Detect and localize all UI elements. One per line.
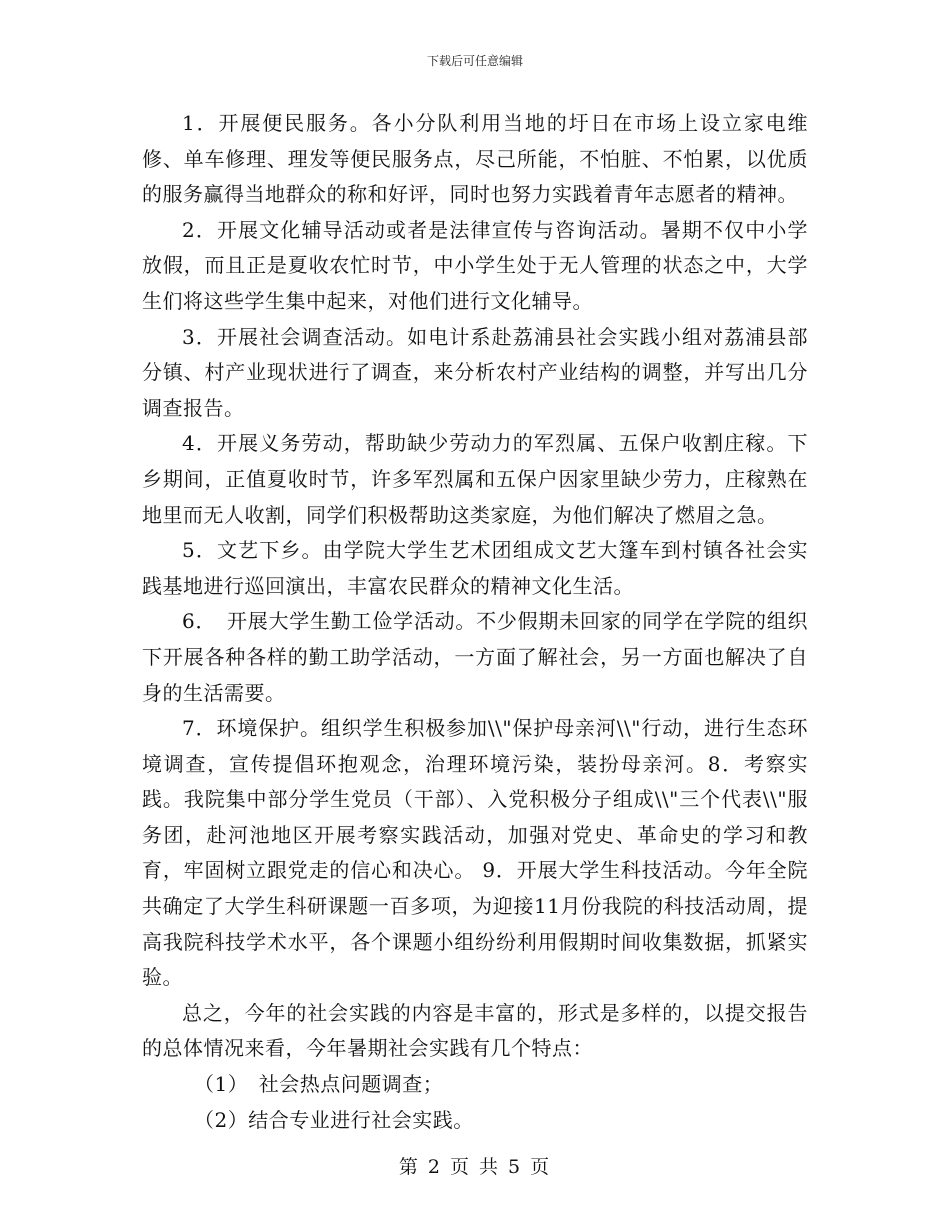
page-number-footer: 第 2 页 共 5 页 [398,1156,552,1178]
paragraph-social-survey: 3．开展社会调查活动。如电计系赴荔浦县社会实践小组对荔浦县部分镇、村产业现状进行了调查，来分析农村产业结构的调整，并写出几分调查报告。 [142,324,808,420]
paragraph-work-study: 6． 开展大学生勤工俭学活动。不少假期未回家的同学在学院的组织下开展各种各样的勤工助学活动，一方面了解社会，另一方面也解决了自身的生活需要。 [142,609,808,705]
document-body [142,106,808,1138]
paragraph-summary: 总之，今年的社会实践的内容是丰富的，形式是多样的，以提交报告的总体情况来看，今年暑期社会实践有几个特点： [142,1000,808,1061]
paragraph-arts-to-countryside: 5．文艺下乡。由学院大学生艺术团组成文艺大篷车到村镇各社会实践基地进行巡回演出，丰富农民群众的精神文化生活。 [142,538,808,598]
paragraph-convenience-service: 1．开展便民服务。各小分队利用当地的圩日在市场上设立家电维修、单车修理、理发等便民服务点，尽己所能，不怕脏、不怕累，以优质的服务赢得当地群众的称和好评，同时也努力实践着青年志愿者的精神。 [142,111,808,207]
page-header: 下载后可任意编辑 [426,54,523,68]
paragraph-volunteer-labor: 4．开展义务劳动，帮助缺少劳动力的军烈属、五保户收割庄稼。下乡期间，正值夏收时节，许多军烈属和五保户因家里缺少劳力，庄稼熟在地里而无人收割，同学们积极帮助这类家庭，为他们解决了燃眉之急。 [142,431,808,527]
list-item-feature-1: （1） 社会热点问题调查； [194,1072,444,1097]
paragraph-cultural-tutoring: 2．开展文化辅导活动或者是法律宣传与咨询活动。暑期不仅中小学放假，而且正是夏收农忙时节，中小学生处于无人管理的状态之中，大学生们将这些学生集中起来，对他们进行文化辅导。 [142,217,808,313]
paragraph-environment-inspection-tech: 7．环境保护。组织学生积极参加\\"保护母亲河\\"行动，进行生态环境调查，宣传提倡环抱观念，治理环境污染，装扮母亲河。8．考察实践。我院集中部分学生党员（干部）、入党积极分子组成\\"三个代表\\"服务团，赴河池地区开展考察实践活动，加强对党史、革命史的学习和教育，牢固树立跟党走的信心和决心。 9．开展大学生科技活动。今年全院共确定了大学生科研课题一百多项，为迎接11月份我院的科技活动周，提高我院科技学术水平，各个课题小组纷纷利用假期时间收集数据，抓紧实验。 [142,716,808,990]
list-item-feature-2: （2）结合专业进行社会实践。 [194,1107,474,1132]
